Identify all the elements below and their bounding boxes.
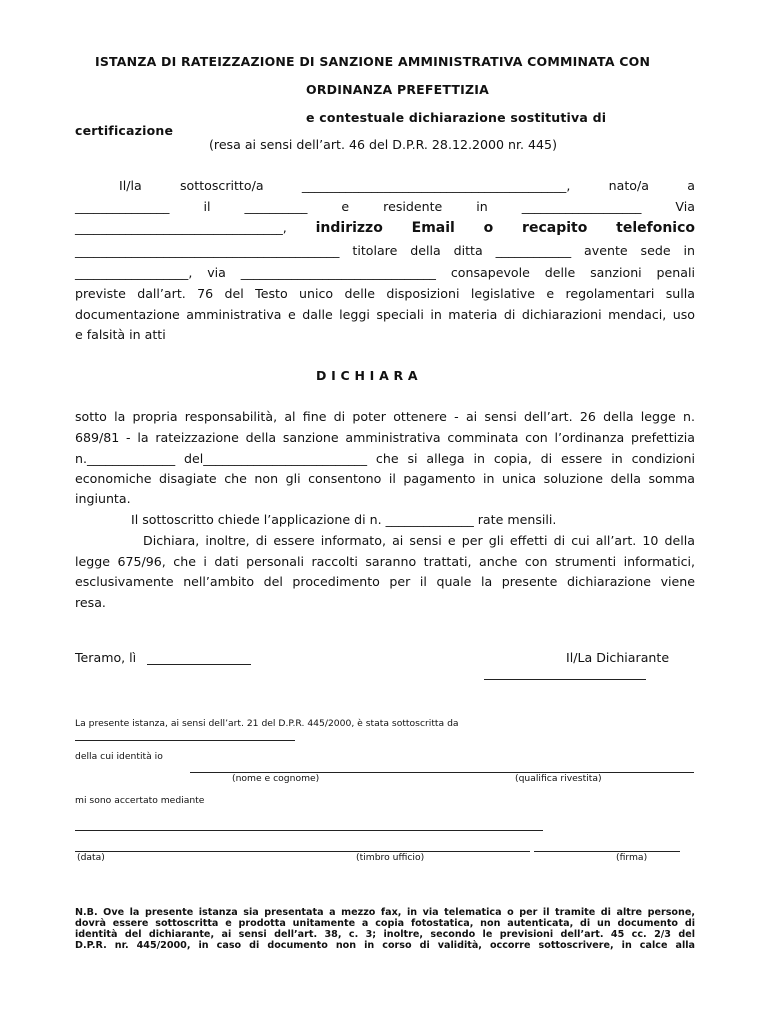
- intro-line-8: e falsità in atti: [75, 327, 166, 342]
- decl-line-8: legge 675/96, che i dati personali raccolti saranno trattati, anche con strumenti informatici,: [75, 554, 695, 569]
- decl-line-10: resa.: [75, 595, 106, 610]
- decl-line-7: Dichiara, inoltre, di essere informato, ai sensi e per gli effetti di cui all’art. 10 della: [143, 533, 695, 548]
- place-date-label: Teramo, lì: [75, 650, 137, 665]
- title-line-1: ISTANZA DI RATEIZZAZIONE DI SANZIONE AMMINISTRATIVA COMMINATA CON: [95, 54, 651, 69]
- place-date-line[interactable]: [147, 664, 251, 665]
- date-label: (data): [77, 852, 105, 863]
- note-line-2: dovrà essere sottoscritta e prodotta unitamente a copia fotostatica, non autenticata, di un documento di: [75, 918, 695, 929]
- attest-line-1: La presente istanza, ai sensi dell’art. 21 del D.P.R. 445/2000, è stata sottoscritta da: [75, 718, 459, 729]
- document-line[interactable]: [75, 830, 543, 831]
- decl-line-5: ingiunta.: [75, 491, 131, 506]
- declares-heading: D I C H I A R A: [316, 368, 418, 383]
- title-line-5: (resa ai sensi dell’art. 46 del D.P.R. 28.12.2000 nr. 445): [209, 137, 557, 152]
- sign-label: (firma): [616, 852, 648, 863]
- attest-line-3: mi sono accertato mediante: [75, 795, 205, 806]
- residence-field[interactable]: ___________________: [521, 199, 642, 214]
- intro-line-7: documentazione amministrativa e dalle leggi speciali in materia di dichiarazioni mendaci, uso: [75, 307, 695, 322]
- note-line-3: identità del dichiarante, ai sensi dell’art. 38, c. 3; inoltre, secondo le previsioni dell’art. 45 cc. 2/3 del: [75, 929, 695, 940]
- role-label: (qualifica rivestita): [515, 773, 602, 784]
- birthdate-field[interactable]: __________: [244, 199, 308, 214]
- birthplace-field[interactable]: _______________: [75, 199, 170, 214]
- name-label: (nome e cognome): [232, 773, 320, 784]
- declarant-signature-line[interactable]: [484, 679, 646, 680]
- decl-line-6: Il sottoscritto chiede l’applicazione di n. ______________ rate mensili.: [131, 512, 557, 527]
- intro-line-1: Il/la sottoscritto/a __________________________________________, nato/a a: [119, 178, 695, 193]
- note-line-4: D.P.R. nr. 445/2000, in caso di documento non in corso di validità, occorre sottoscrivere, in calce alla: [75, 940, 695, 951]
- title-line-2: ORDINANZA PREFETTIZIA: [306, 82, 489, 97]
- intro-line-2: _______________ il __________ e residente in ___________________ Via: [75, 199, 695, 214]
- stamp-label: (timbro ufficio): [356, 852, 425, 863]
- intro-line-6: previste dall’art. 76 del Testo unico delle disposizioni legislative e regolamentari sulla: [75, 286, 695, 301]
- title-line-4: certificazione: [75, 123, 174, 138]
- decl-line-4: economiche disagiate che non gli consentono il pagamento in unica soluzione della somma: [75, 471, 695, 486]
- signer-line[interactable]: [75, 740, 295, 741]
- decl-line-1: sotto la propria responsabilità, al fine di poter ottenere - ai sensi dell’art. 26 della legge n.: [75, 409, 695, 424]
- intro-line-4: __________________________________________ titolare della ditta ____________ avente sede in: [75, 243, 695, 258]
- decl-line-3: n.______________ del__________________________ che si allega in copia, di essere in condizioni: [75, 451, 695, 466]
- note-line-1: N.B. Ove la presente istanza sia presentata a mezzo fax, in via telematica o per il tramite di altre persone,: [75, 907, 695, 918]
- intro-line-3: _________________________________, indirizzo Email o recapito telefonico: [75, 220, 695, 236]
- title-line-3: e contestuale dichiarazione sostitutiva di: [306, 110, 607, 125]
- decl-line-2: 689/81 - la rateizzazione della sanzione amministrativa comminata con l’ordinanza prefettizia: [75, 430, 695, 445]
- attest-line-2: della cui identità io: [75, 751, 163, 762]
- date-stamp-line[interactable]: [75, 851, 530, 852]
- signature-line[interactable]: [534, 851, 680, 852]
- name-field[interactable]: __________________________________________,: [301, 178, 571, 193]
- intro-line-5: __________________, via _______________________________ consapevole delle sanzioni penali: [75, 265, 695, 280]
- street-field[interactable]: _________________________________,: [75, 220, 287, 235]
- declarant-label: Il/La Dichiarante: [566, 650, 670, 665]
- decl-line-9: esclusivamente nell’ambito del procedimento per il quale la presente dichiarazione viene: [75, 574, 695, 589]
